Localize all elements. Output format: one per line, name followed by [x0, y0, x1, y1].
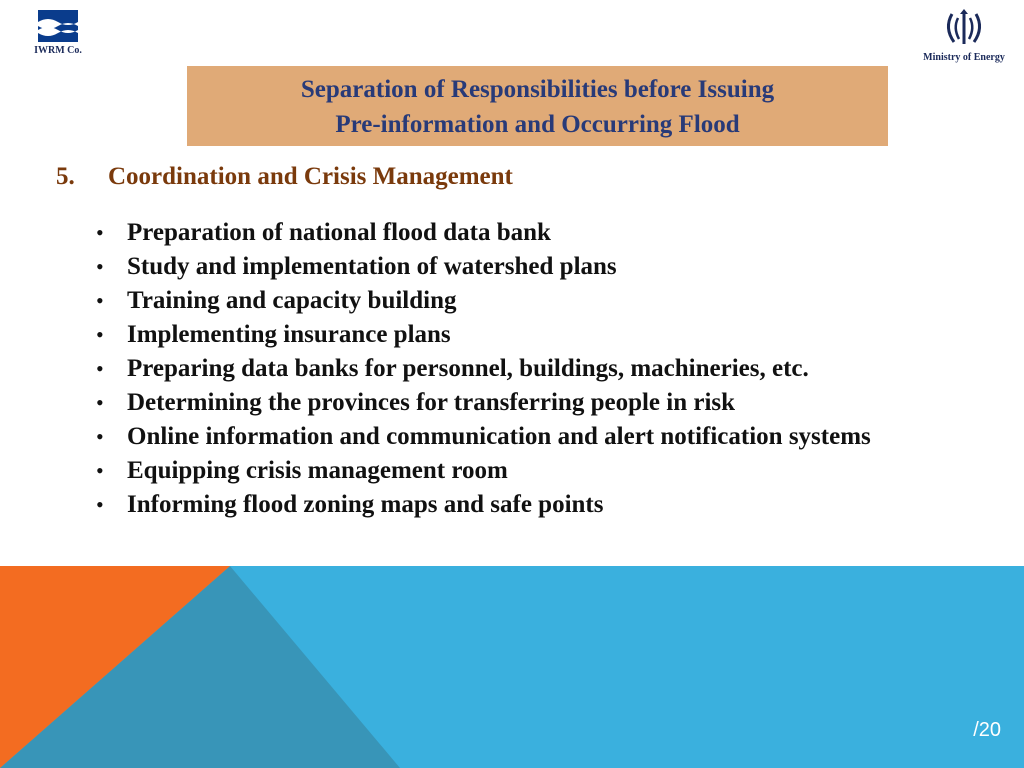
bullet-list — [96, 216, 926, 522]
slide-title-line-1: Separation of Responsibilities before Issuing — [300, 76, 775, 103]
list-item-text: Implementing insurance plans — [127, 321, 451, 348]
list-item — [96, 318, 926, 352]
list-item — [96, 386, 926, 420]
section-heading-text: Coordination and Crisis Management — [108, 163, 513, 190]
bullet-icon: • — [96, 424, 104, 449]
iwrm-caption: IWRM Co. — [34, 45, 82, 56]
list-item-text: Preparing data banks for personnel, buildings, machineries, etc. — [127, 355, 809, 382]
section-heading — [56, 161, 513, 193]
list-item — [96, 420, 926, 454]
page-number: /20 — [973, 719, 1001, 741]
bullet-icon: • — [96, 458, 104, 483]
bullet-icon: • — [96, 220, 104, 245]
slide-title-box — [187, 66, 888, 146]
bullet-icon: • — [96, 254, 104, 279]
list-item — [96, 488, 926, 522]
slide-title-line-2: Pre-information and Occurring Flood — [335, 111, 740, 138]
list-item-text: Study and implementation of watershed plans — [127, 253, 617, 280]
list-item-text: Training and capacity building — [127, 287, 457, 314]
list-item-text: Informing flood zoning maps and safe points — [127, 491, 604, 518]
list-item-text: Determining the provinces for transferring people in risk — [127, 389, 736, 416]
bullet-icon: • — [96, 288, 104, 313]
iwrm-logo — [28, 10, 88, 56]
bullet-icon: • — [96, 356, 104, 381]
list-item — [96, 284, 926, 318]
section-number: 5. — [56, 163, 75, 190]
list-item-text: Equipping crisis management room — [127, 457, 508, 484]
water-waves-logo-icon — [38, 10, 78, 42]
ministry-logo — [914, 8, 1014, 63]
list-item — [96, 454, 926, 488]
bullet-icon: • — [96, 322, 104, 347]
bullet-icon: • — [96, 390, 104, 415]
ministry-caption: Ministry of Energy — [923, 52, 1005, 63]
list-item-text: Preparation of national flood data bank — [127, 219, 551, 246]
footer-band — [0, 566, 1024, 768]
iran-emblem-icon — [942, 8, 986, 48]
bullet-icon: • — [96, 492, 104, 517]
list-item — [96, 352, 926, 386]
list-item-text: Online information and communication and alert notification systems — [127, 423, 871, 450]
list-item — [96, 250, 926, 284]
list-item — [96, 216, 926, 250]
